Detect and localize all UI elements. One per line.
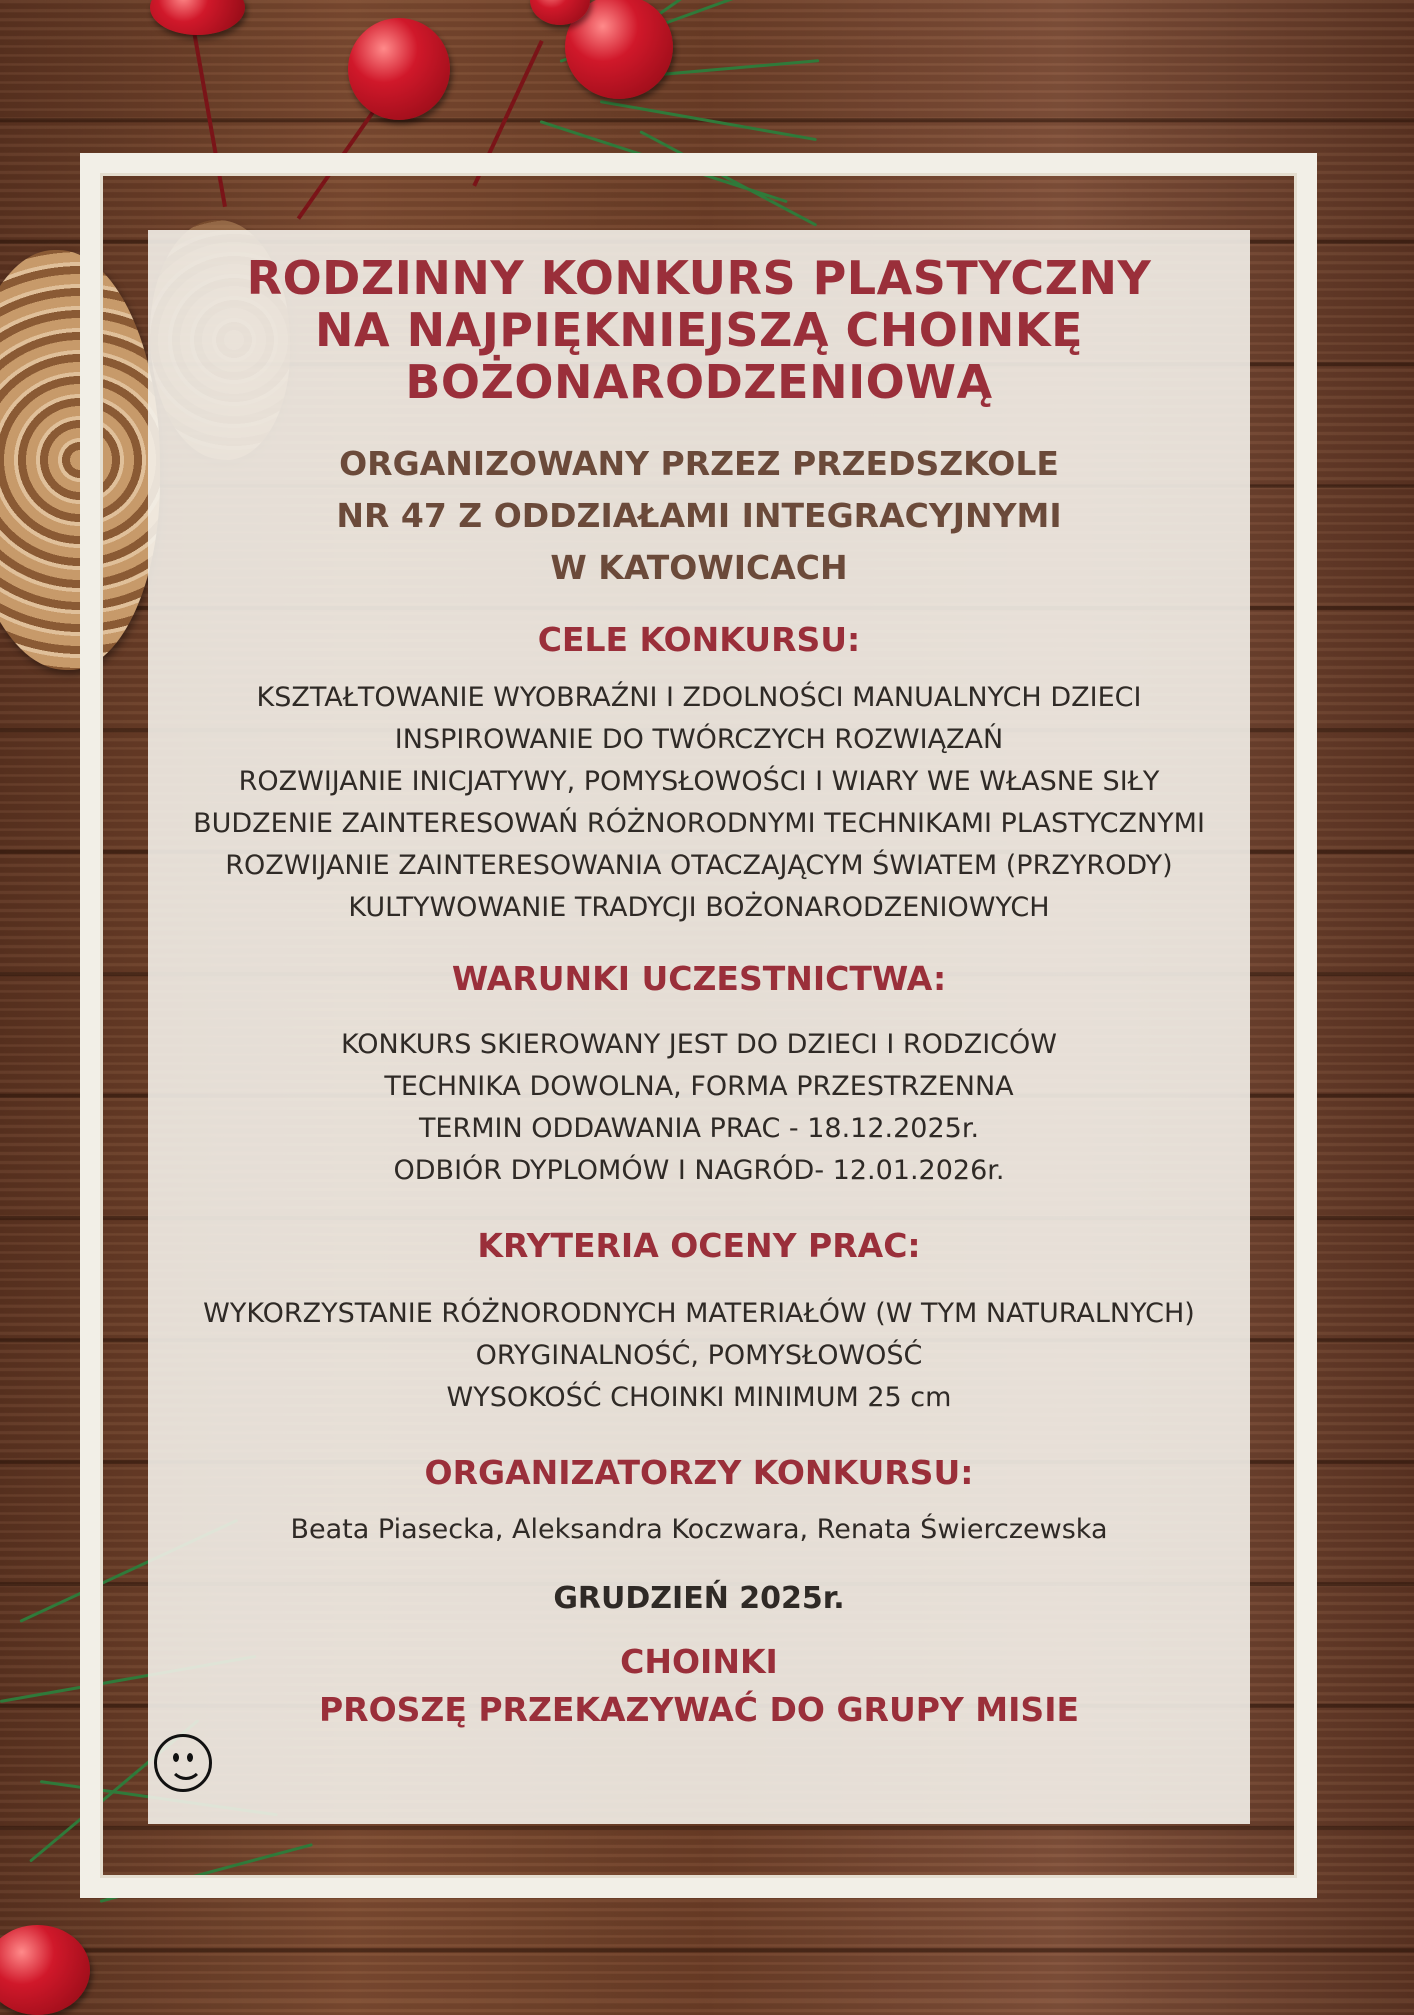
goals-heading: CELE KONKURSU: <box>537 620 861 659</box>
conditions-list <box>148 1024 1250 1192</box>
poster-panel <box>148 230 1250 1824</box>
organizers-heading: ORGANIZATORZY KONKURSU: <box>424 1453 974 1492</box>
conditions-item: ODBIÓR DYPLOMÓW I NAGRÓD- 12.01.2026r. <box>393 1155 1005 1186</box>
subtitle-line: ORGANIZOWANY PRZEZ PRZEDSZKOLE <box>339 444 1059 483</box>
criteria-item: ORYGINALNOŚĆ, POMYSŁOWOŚĆ <box>475 1340 923 1371</box>
subtitle-line: NR 47 Z ODDZIAŁAMI INTEGRACYJNYMI <box>336 496 1062 535</box>
organizers-names: Beata Piasecka, Aleksandra Koczwara, Renata Świerczewska <box>290 1514 1108 1545</box>
title-line: RODZINNY KONKURS PLASTYCZNY <box>246 251 1152 305</box>
smiley-icon <box>154 1734 212 1792</box>
goals-list <box>148 677 1250 929</box>
goals-item: ROZWIJANIE ZAINTERESOWANIA OTACZAJĄCYM ŚWIATEM (PRZYRODY) <box>225 850 1173 881</box>
title-line: BOŻONARODZENIOWĄ <box>405 355 993 409</box>
conditions-item: TECHNIKA DOWOLNA, FORMA PRZESTRZENNA <box>384 1071 1014 1102</box>
final-note-line: CHOINKI <box>620 1642 778 1681</box>
subtitle-line: W KATOWICACH <box>550 548 848 587</box>
final-note-line-2 <box>148 1686 1250 1792</box>
poster-title <box>148 252 1250 408</box>
goals-item: ROZWIJANIE INICJATYWY, POMYSŁOWOŚCI I WIARY WE WŁASNE SIŁY <box>238 766 1160 797</box>
criteria-item: WYKORZYSTANIE RÓŻNORODNYCH MATERIAŁÓW (W TYM NATURALNYCH) <box>203 1298 1195 1329</box>
conditions-item: TERMIN ODDAWANIA PRAC - 18.12.2025r. <box>418 1113 980 1144</box>
final-note <box>148 1638 1250 1792</box>
conditions-item: KONKURS SKIEROWANY JEST DO DZIECI I RODZICÓW <box>341 1029 1057 1060</box>
title-line: NA NAJPIĘKNIEJSZĄ CHOINKĘ <box>314 303 1084 357</box>
conditions-heading: WARUNKI UCZESTNICTWA: <box>451 959 947 998</box>
final-note-text: PROSZĘ PRZEKAZYWAĆ DO GRUPY MISIE <box>318 1690 1080 1729</box>
goals-item: INSPIROWANIE DO TWÓRCZYCH ROZWIĄZAŃ <box>394 724 1004 755</box>
poster-date: GRUDZIEŃ 2025r. <box>553 1581 845 1616</box>
criteria-heading: KRYTERIA OCENY PRAC: <box>477 1226 921 1265</box>
criteria-list <box>148 1293 1250 1419</box>
goals-item: KULTYWOWANIE TRADYCJI BOŻONARODZENIOWYCH <box>348 892 1050 923</box>
goals-item: BUDZENIE ZAINTERESOWAŃ RÓŻNORODNYMI TECHNIKAMI PLASTYCZNYMI <box>193 808 1205 839</box>
organizer-subtitle <box>148 438 1250 594</box>
criteria-item: WYSOKOŚĆ CHOINKI MINIMUM 25 cm <box>446 1382 952 1413</box>
goals-item: KSZTAŁTOWANIE WYOBRAŹNI I ZDOLNOŚCI MANUALNYCH DZIECI <box>256 682 1142 713</box>
